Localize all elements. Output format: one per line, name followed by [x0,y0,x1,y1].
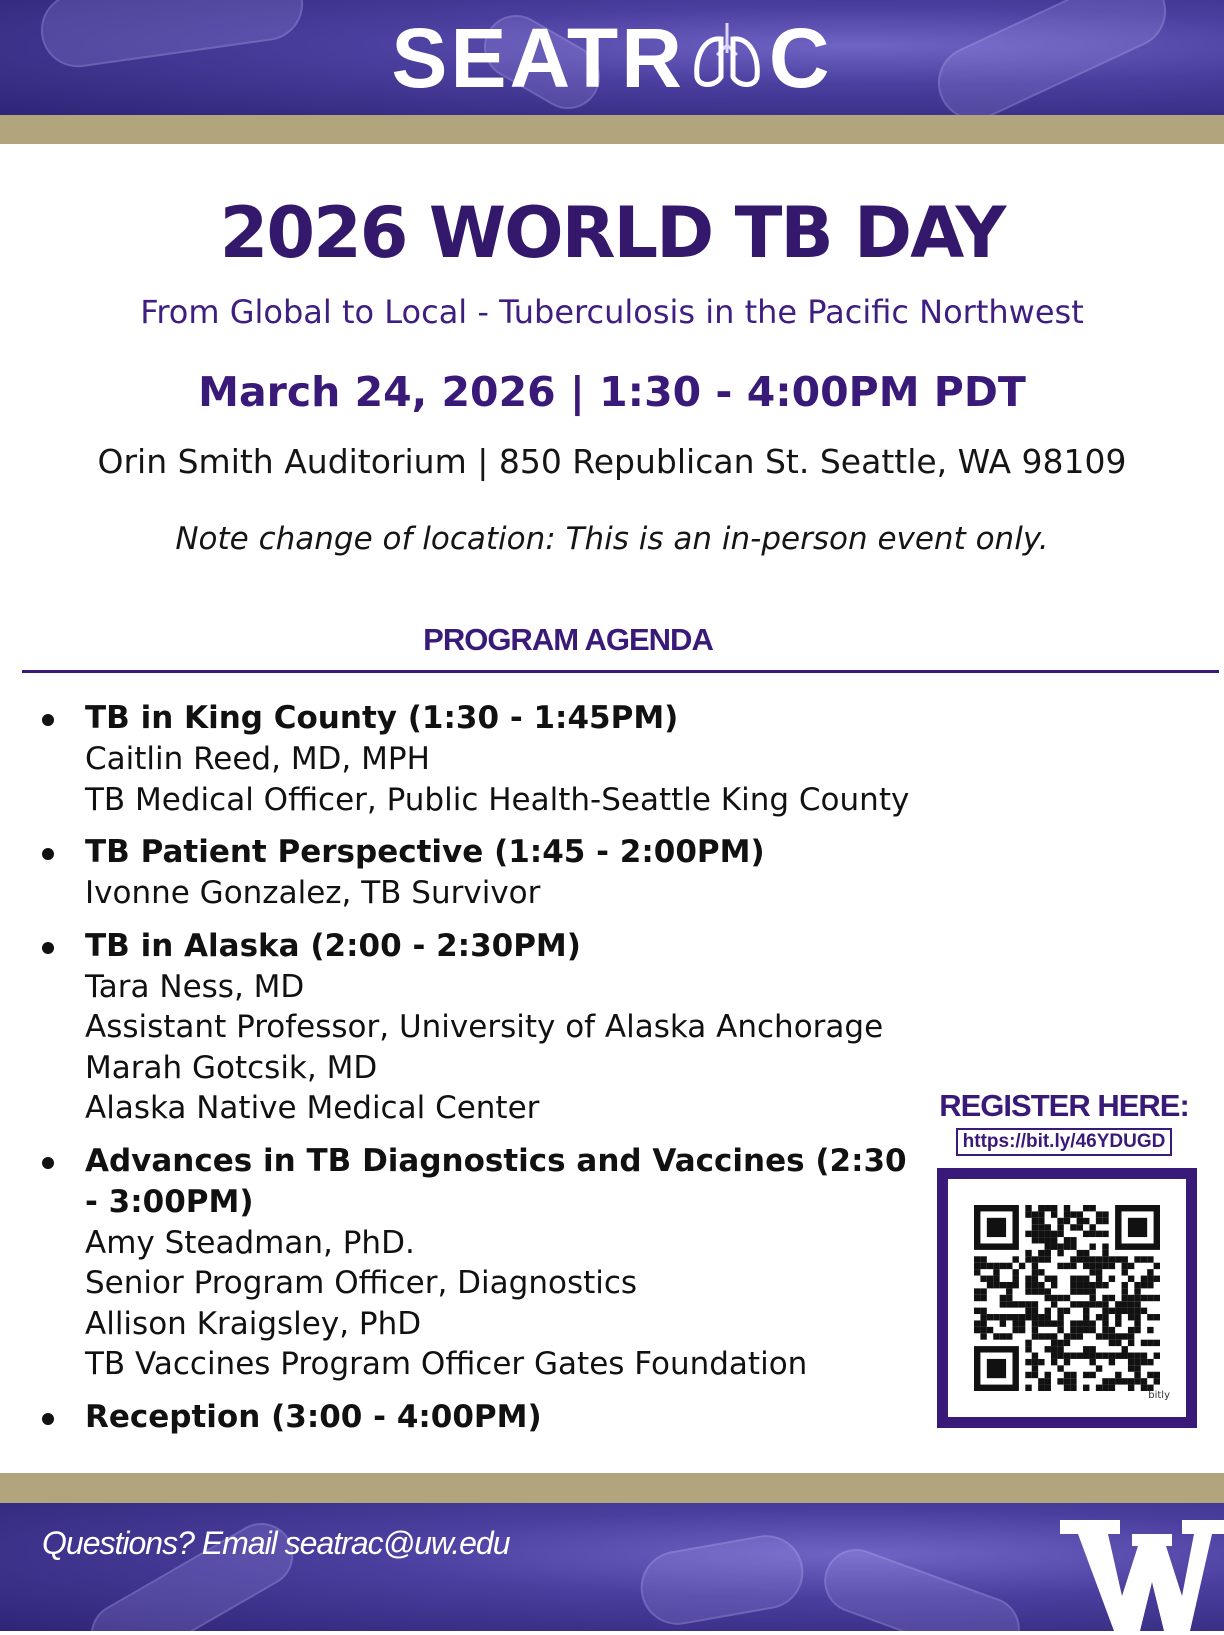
agenda-item-line: Allison Kraigsley, PhD [85,1305,422,1342]
event-venue: Orin Smith Auditorium | 850 Republican St. Seattle, WA 98109 [97,442,1127,481]
qr-code-icon [974,1205,1160,1391]
agenda-item-title: TB in King County (1:30 - 1:45PM) [85,700,679,736]
agenda-item-line: Alaska Native Medical Center [85,1090,540,1126]
agenda-item-title: Reception (3:00 - 4:00PM) [85,1398,542,1435]
agenda-item-line: TB Medical Officer, Public Health-Seattle King County [85,781,910,818]
lungs-icon [687,15,767,114]
event-title: 2026 WORLD TB DAY [219,192,1005,274]
agenda-item-title: Advances in TB Diagnostics and Vaccines (2:30 - 3:00PM) [85,1142,907,1220]
agenda-item-line: Senior Program Officer, Diagnostics [85,1265,638,1301]
agenda-item-line: Caitlin Reed, MD, MPH [85,741,430,777]
agenda-item [30,698,910,820]
agenda-item [30,926,910,1129]
bullet-icon [42,848,54,860]
event-subtitle: From Global to Local - Tuberculosis in the Pacific Northwest [140,293,1084,331]
agenda-item [30,1397,910,1438]
bullet-icon [42,942,54,954]
uw-w-logo-icon [1060,1520,1224,1635]
register-link[interactable]: https://bit.ly/46YDUGD [956,1128,1173,1156]
footer-gold-stripe [0,1473,1224,1503]
agenda-item-line: Tara Ness, MD [85,968,305,1005]
bullet-icon [42,714,54,726]
qr-code-frame [937,1168,1197,1428]
seatrac-logo: SEATR C [0,10,1224,114]
agenda-item-line: Amy Steadman, PhD. [85,1224,415,1261]
agenda-item-line: Marah Gotcsik, MD [85,1049,378,1086]
agenda-item-line: TB Vaccines Program Officer Gates Foundation [85,1346,808,1382]
agenda-item-line: Ivonne Gonzalez, TB Survivor [85,875,541,911]
agenda-item [30,832,910,914]
header-gold-stripe [0,115,1224,144]
agenda-item-title: TB Patient Perspective (1:45 - 2:00PM) [85,834,765,870]
agenda-heading: PROGRAM AGENDA [423,622,713,657]
header-banner [0,0,1224,115]
register-label: REGISTER HERE: [939,1088,1189,1123]
bullet-icon [42,1157,54,1169]
bullet-icon [42,1413,54,1425]
qr-brand-label: bitly [1148,1390,1170,1401]
event-date-time: March 24, 2026 | 1:30 - 4:00PM PDT [198,368,1026,416]
register-block [938,1088,1190,1156]
agenda-item-title: TB in Alaska (2:00 - 2:30PM) [85,927,581,964]
agenda-item-line: Assistant Professor, University of Alaska Anchorage [85,1009,884,1045]
agenda-item [30,1141,910,1385]
location-note: Note change of location: This is an in-person event only. [175,521,1049,557]
footer-banner [0,1503,1224,1631]
questions-email[interactable]: Questions? Email seatrac@uw.edu [42,1525,510,1561]
agenda-list [30,698,910,1450]
qr-code[interactable] [948,1179,1186,1417]
agenda-divider [22,670,1219,673]
